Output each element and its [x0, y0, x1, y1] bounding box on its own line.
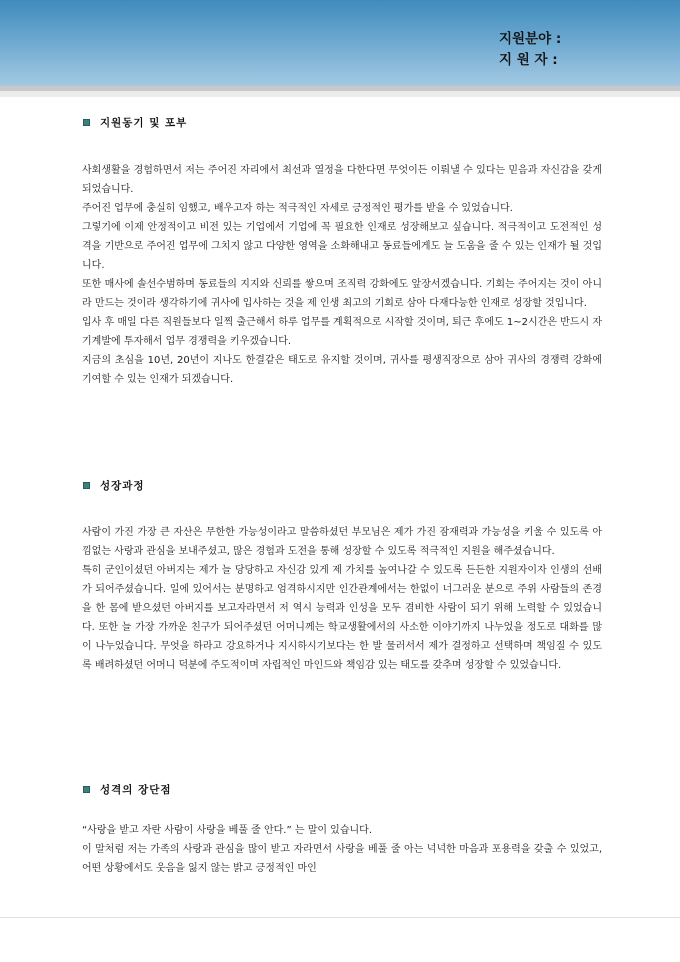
- paragraph: 특히 군인이셨던 아버지는 제가 늘 당당하고 자신감 있게 제 가치를 높여나갈 수 있도록 든든한 지원자이자 인생의 선배가 되어주셨습니다. 일에 있어서는 분명하고 엄격하시지만 인간관계에서는 한없이 너그러운 분으로 주위 사람들의 존경을 한 몸에 받으셨던 아버지를 보고자라면서 저 역시 능력과 인성을 모두 겸비한 사람이 되기 위해 노력할 수 있었습니다. 또한 늘 가장 가까운 친구가 되어주셨던 어머니께는 학교생활에서의 사소한 이야기까지 나누었을 정도로 대화를 많이 나누었습니다. 무엇을 하라고 강요하거나 지시하시기보다는 한 발 물러서서 제가 결정하고 선택하며 책임질 수 있도록 배려하셨던 어머니 덕분에 주도적이며 자립적인 마인드와 책임감 있는 태도를 갖추며 성장할 수 있었습니다.: [82, 565, 602, 671]
- paragraph: 사람이 가진 가장 큰 자산은 무한한 가능성이라고 말씀하셨던 부모님은 제가 가진 잠재력과 가능성을 키울 수 있도록 아낌없는 사랑과 관심을 보내주셨고, 많은 경험과 도전을 통해 성장할 수 있도록 적극적인 지원을 해주셨습니다.: [82, 527, 602, 557]
- paragraph: 입사 후 매일 다른 직원들보다 일찍 출근해서 하루 업무를 계획적으로 시작할 것이며, 퇴근 후에도 1~2시간은 반드시 자기계발에 투자해서 업무 경쟁력을 키우겠습니다.: [82, 317, 602, 347]
- square-bullet-icon: [83, 786, 90, 793]
- field-label: 지원분야 :: [499, 31, 562, 47]
- paragraph: “사랑을 받고 자란 사람이 사랑을 베풀 줄 안다.” 는 말이 있습니다.: [82, 825, 373, 836]
- square-bullet-icon: [83, 119, 90, 126]
- section-body: [82, 161, 602, 389]
- paragraph: 또한 매사에 솔선수범하며 동료들의 지지와 신뢰를 쌓으며 조직력 강화에도 앞장서겠습니다. 기회는 주어지는 것이 아니라 만드는 것이라 생각하기에 귀사에 입사하는 것을 제 인생 최고의 기회로 삼아 다재다능한 인재로 성장할 것입니다.: [82, 279, 602, 309]
- section-body: [82, 821, 602, 878]
- section-heading: [82, 113, 602, 131]
- section-heading: [82, 476, 602, 494]
- paragraph: 지금의 초심을 10년, 20년이 지나도 한결같은 태도로 유지할 것이며, 귀사를 평생직장으로 삼아 귀사의 경쟁력 강화에 기여할 수 있는 인재가 되겠습니다.: [82, 355, 602, 385]
- section-title: 성장과정: [100, 479, 145, 492]
- section-title: 지원동기 및 포부: [100, 116, 188, 129]
- section-body: [82, 523, 602, 675]
- paragraph: 그렇기에 이제 안정적이고 비전 있는 기업에서 기업에 꼭 필요한 인재로 성장해보고 싶습니다. 적극적이고 도전적인 성격을 기반으로 주어진 업무에 그치지 않고 다양한 영역을 소화해내고 동료들에게도 늘 도움을 줄 수 있는 인재가 될 것입니다.: [82, 222, 602, 271]
- applicant-label: 지 원 자 :: [499, 52, 558, 68]
- paragraph: 사회생활을 경험하면서 저는 주어진 자리에서 최선과 열정을 다한다면 무엇이든 이뤄낼 수 있다는 믿음과 자신감을 갖게 되었습니다.: [82, 165, 602, 195]
- section-motivation: [82, 113, 602, 389]
- section-growth: [82, 476, 602, 675]
- paragraph: 주어진 업무에 충실히 임했고, 배우고자 하는 적극적인 자세로 긍정적인 평가를 받을 수 있었습니다.: [82, 203, 513, 214]
- paragraph: 이 말처럼 저는 가족의 사랑과 관심을 많이 받고 자라면서 사랑을 베풀 줄 아는 넉넉한 마음과 포용력을 갖출 수 있었고, 어떤 상황에서도 웃음을 잃지 않는 밝고 긍정적인 마인: [82, 844, 602, 874]
- section-personality: [82, 780, 602, 878]
- footer-divider: [0, 917, 680, 918]
- square-bullet-icon: [83, 482, 90, 489]
- header-divider-shadow: [0, 91, 680, 97]
- applicant-info: [499, 29, 649, 71]
- section-title: 성격의 장단점: [100, 783, 172, 796]
- section-heading: [82, 780, 602, 798]
